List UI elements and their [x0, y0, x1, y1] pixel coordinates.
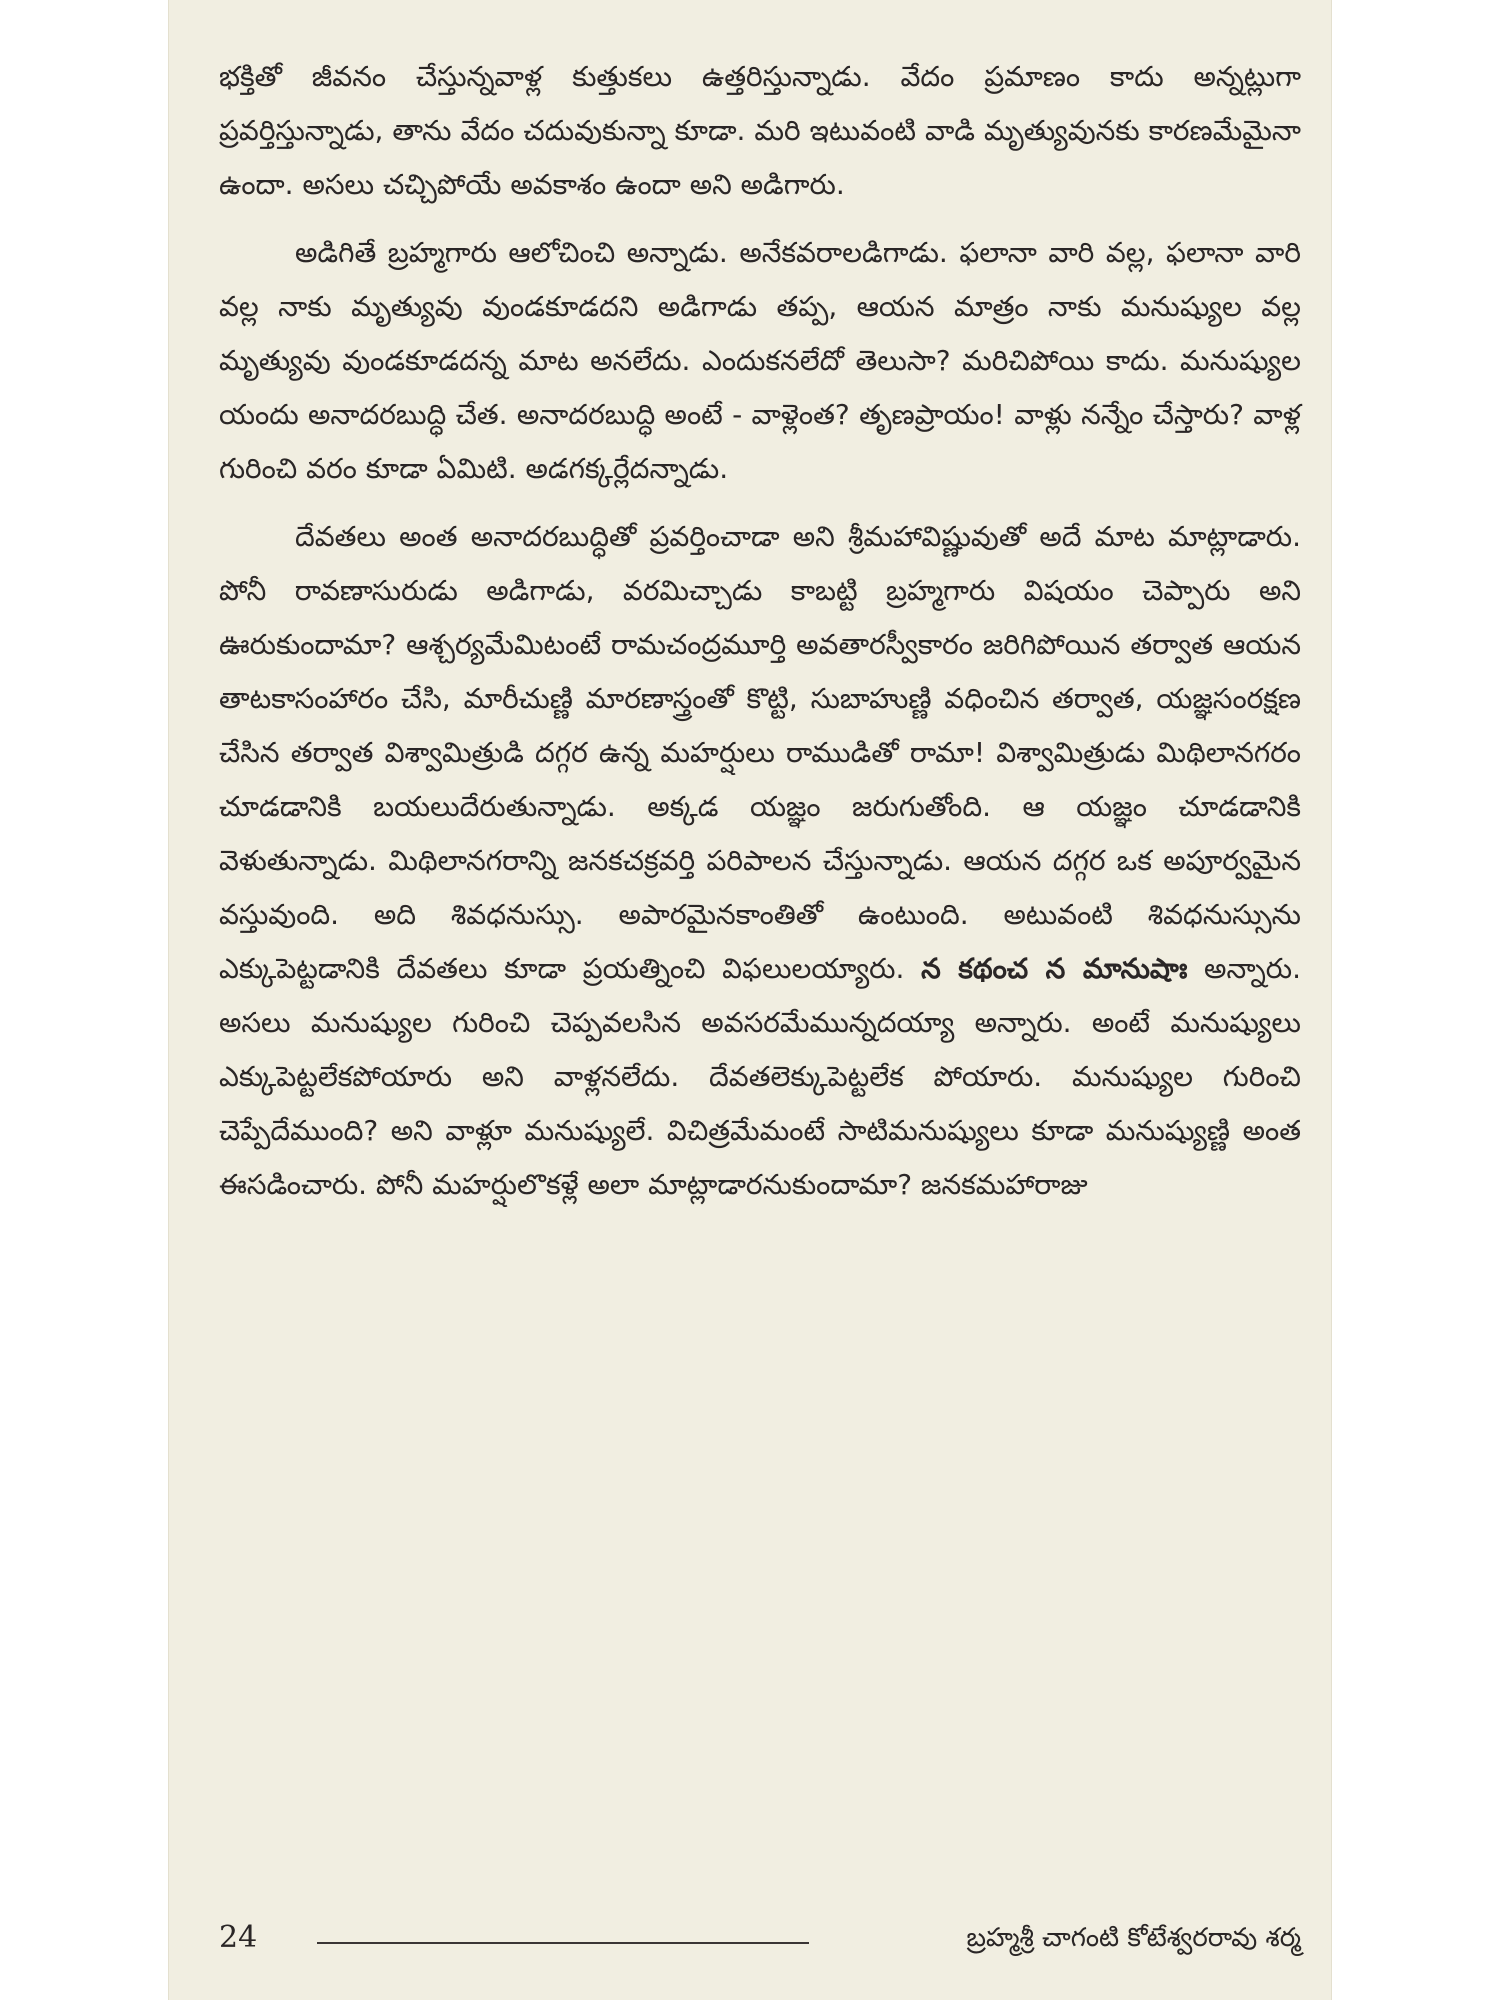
paragraph-3-rest: అన్నారు. అసలు మనుష్యుల గురించి చెప్పవలసిన అవసరమేమున్నదయ్యా అన్నారు. అంటే మనుష్యులు ఎక్కుపెట్టలేకపోయారు అని వాళ్లనలేదు. దేవతలెక్కుపెట్టలేక పోయారు. మనుష్యుల గురించి చెప్పేదేముంది? అని వాళ్లూ మనుష్యులే. విచిత్రమేమంటే సాటిమనుష్యులు కూడా మనుష్యుణ్ణి అంత ఈసడించారు. పోనీ మహర్షులొకళ్లే అలా మాట్లాడారనుకుందామా? జనకమహారాజు — [219, 952, 1301, 1201]
paragraph-3 — [219, 510, 1301, 1212]
footer-rule — [317, 1942, 809, 1944]
page-footer — [219, 1918, 1301, 1958]
page-number: 24 — [219, 1920, 258, 1955]
paragraph-3-lead: దేవతలు అంత అనాదరబుద్ధితో ప్రవర్తించాడా అని శ్రీమహావిష్ణువుతో అదే మాట మాట్లాడారు. పోనీ రావణాసురుడు అడిగాడు, వరమిచ్చాడు కాబట్టి బ్రహ్మగారు విషయం చెప్పారు అని ఊరుకుందామా? ఆశ్చర్యమేమిటంటే రామచంద్రమూర్తి అవతారస్వీకారం జరిగిపోయిన తర్వాత ఆయన తాటకాసంహారం చేసి, మారీచుణ్ణి మారణాస్త్రంతో కొట్టి, సుబాహుణ్ణి వధించిన తర్వాత, యజ్ఞసంరక్షణ చేసిన తర్వాత విశ్వామిత్రుడి దగ్గర ఉన్న మహర్షులు రాముడితో రామా! విశ్వామిత్రుడు మిథిలానగరం చూడడానికి బయలుదేరుతున్నాడు. అక్కడ యజ్ఞం జరుగుతోంది. ఆ యజ్ఞం చూడడానికి వెళుతున్నాడు. మిథిలానగరాన్ని జనకచక్రవర్తి పరిపాలన చేస్తున్నాడు. ఆయన దగ్గర ఒక అపూర్వమైన వస్తువుంది. అది శివధనుస్సు. అపారమైనకాంతితో ఉంటుంది. అటువంటి శివధనుస్సును ఎక్కుపెట్టడానికి దేవతలు కూడా ప్రయత్నించి విఫలులయ్యారు. — [219, 520, 1301, 985]
sanskrit-quote: న కథంచ న మానుషాః — [921, 952, 1188, 985]
body-text — [219, 50, 1301, 1226]
author-name: బ్రహ్మశ్రీ చాగంటి కోటేశ్వరరావు శర్మ — [966, 1923, 1301, 1953]
book-page — [168, 0, 1332, 2000]
paragraph-1: భక్తితో జీవనం చేస్తున్నవాళ్ల కుత్తుకలు ఉత్తరిస్తున్నాడు. వేదం ప్రమాణం కాదు అన్నట్లుగా ప్రవర్తిస్తున్నాడు, తాను వేదం చదువుకున్నా కూడా. మరి ఇటువంటి వాడి మృత్యువునకు కారణమేమైనా ఉందా. అసలు చచ్చిపోయే అవకాశం ఉందా అని అడిగారు. — [219, 60, 1301, 201]
paragraph-2: అడిగితే బ్రహ్మగారు ఆలోచించి అన్నాడు. అనేకవరాలడిగాడు. ఫలానా వారి వల్ల, ఫలానా వారి వల్ల నాకు మృత్యువు వుండకూడదని అడిగాడు తప్ప, ఆయన మాత్రం నాకు మనుష్యుల వల్ల మృత్యువు వుండకూడదన్న మాట అనలేదు. ఎందుకనలేదో తెలుసా? మరిచిపోయి కాదు. మనుష్యుల యందు అనాదరబుద్ధి చేత. అనాదరబుద్ధి అంటే - వాళ్లెంత? తృణప్రాయం! వాళ్లు నన్నేం చేస్తారు? వాళ్ల గురించి వరం కూడా ఏమిటి. అడగక్కర్లేదన్నాడు. — [219, 236, 1301, 485]
